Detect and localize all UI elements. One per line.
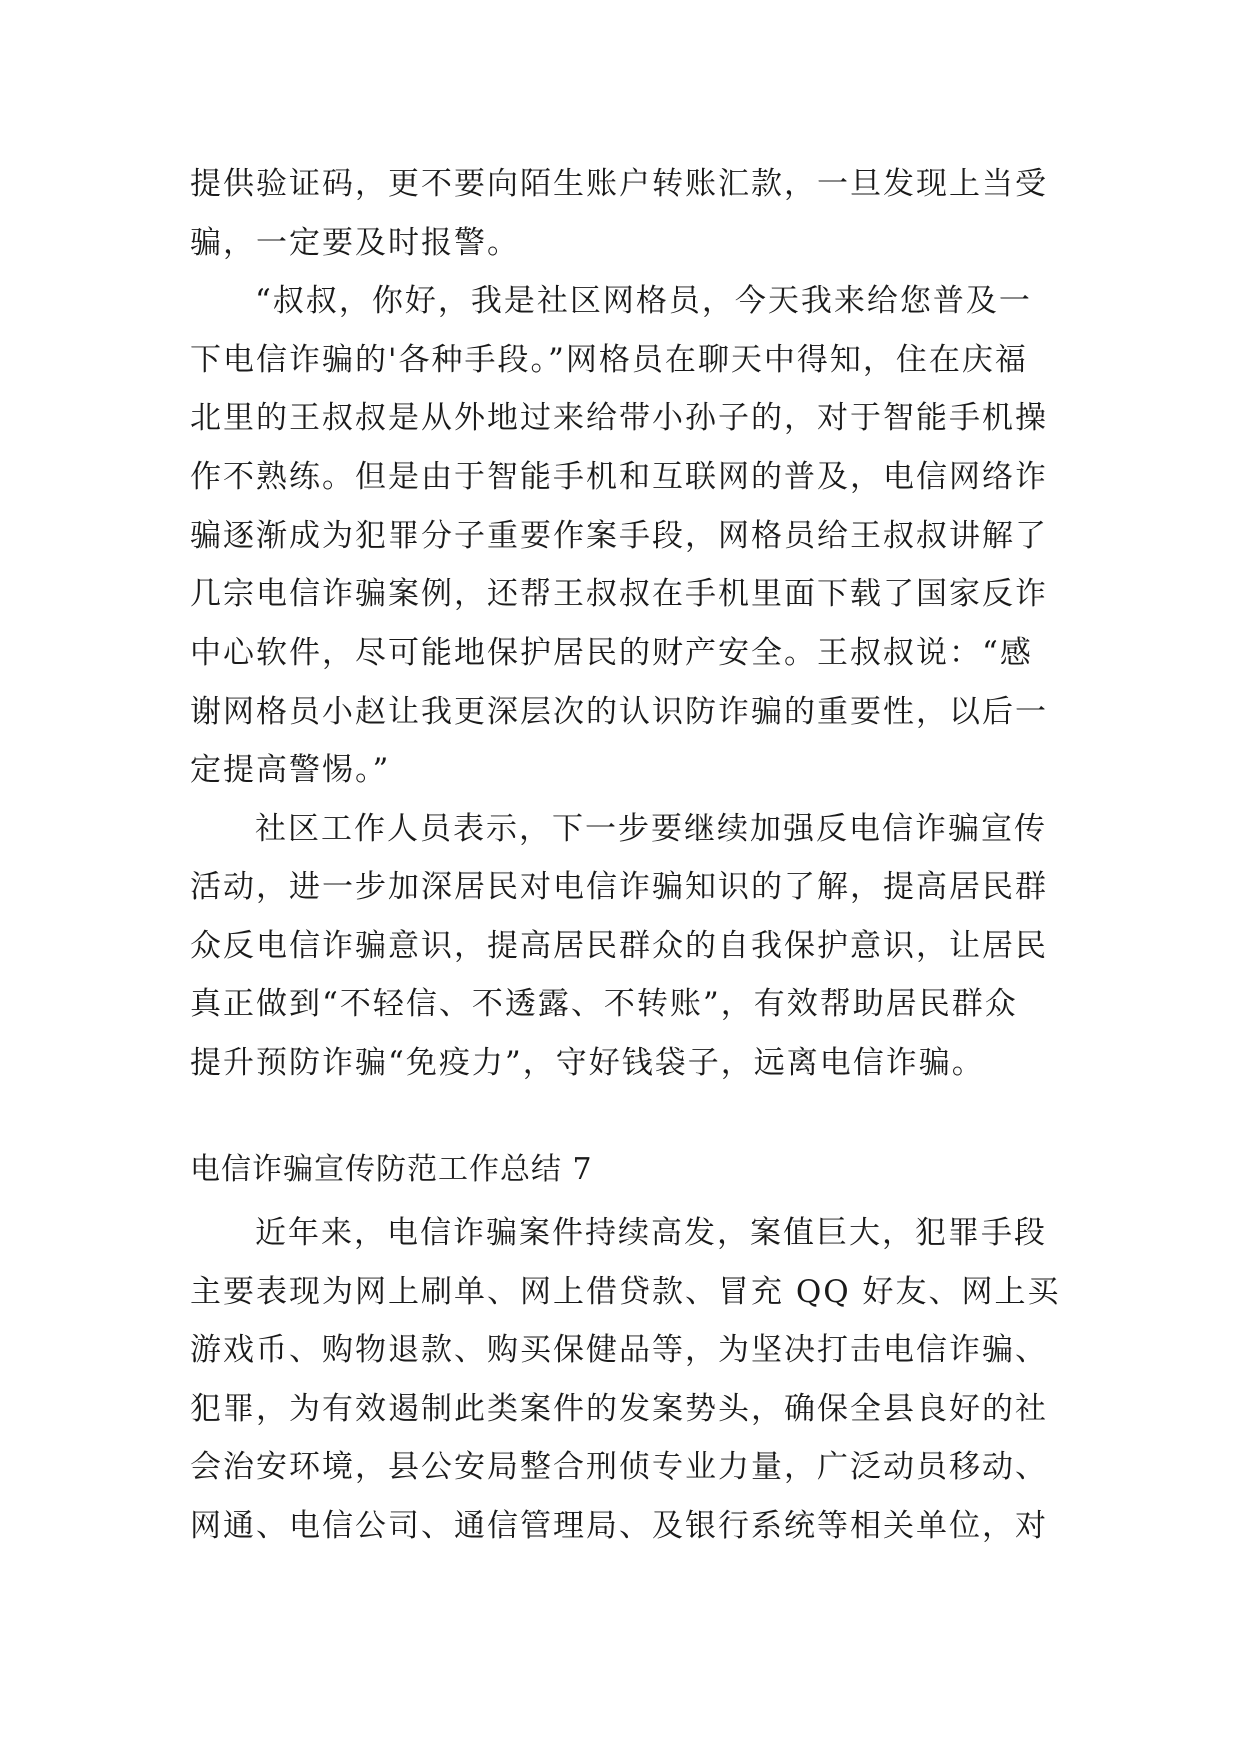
paragraph-line: 骗逐渐成为犯罪分子重要作案手段，网格员给王叔叔讲解了 [190, 518, 1048, 554]
paragraph-line: 骗，一定要及时报警。 [190, 225, 520, 261]
paragraph-line: 会治安环境，县公安局整合刑侦专业力量，广泛动员移动、 [190, 1449, 1048, 1485]
paragraph-line: 北里的王叔叔是从外地过来给带小孙子的，对于智能手机操 [190, 400, 1048, 436]
paragraph-line: 主要表现为网上刷单、网上借贷款、冒充 QQ 好友、网上买 [190, 1274, 1061, 1310]
paragraph-line: 真正做到“不轻信、不透露、不转账”，有效帮助居民群众 [190, 986, 1018, 1022]
paragraph-line: 提供验证码，更不要向陌生账户转账汇款，一旦发现上当受 [190, 166, 1048, 202]
paragraph-line: 作不熟练。但是由于智能手机和互联网的普及，电信网络诈 [190, 459, 1048, 495]
paragraph-line: “叔叔，你好，我是社区网格员，今天我来给您普及一 [255, 283, 1032, 319]
paragraph-line: 近年来，电信诈骗案件持续高发，案值巨大，犯罪手段 [255, 1215, 1047, 1251]
paragraph-line: 提升预防诈骗“免疫力”，守好钱袋子，远离电信诈骗。 [190, 1045, 985, 1081]
paragraph-line: 几宗电信诈骗案例，还帮王叔叔在手机里面下载了国家反诈 [190, 576, 1048, 612]
paragraph-line: 定提高警惕。” [190, 752, 391, 788]
paragraph-line: 活动，进一步加深居民对电信诈骗知识的了解，提高居民群 [190, 869, 1048, 905]
paragraph-line: 犯罪，为有效遏制此类案件的发案势头，确保全县良好的社 [190, 1391, 1048, 1427]
paragraph-line: 社区工作人员表示，下一步要继续加强反电信诈骗宣传 [255, 811, 1047, 847]
paragraph-line: 网通、电信公司、通信管理局、及银行系统等相关单位，对 [190, 1508, 1048, 1544]
paragraph-line: 下电信诈骗的'各种手段。”网格员在聊天中得知，住在庆福 [190, 342, 1028, 378]
paragraph-line: 中心软件，尽可能地保护居民的财产安全。王叔叔说：“感 [190, 635, 1033, 671]
section-heading: 电信诈骗宣传防范工作总结 7 [190, 1152, 593, 1187]
paragraph-line: 众反电信诈骗意识，提高居民群众的自我保护意识，让居民 [190, 928, 1048, 964]
paragraph-line: 游戏币、购物退款、购买保健品等，为坚决打击电信诈骗、 [190, 1332, 1048, 1368]
paragraph-line: 谢网格员小赵让我更深层次的认识防诈骗的重要性，以后一 [190, 694, 1048, 730]
